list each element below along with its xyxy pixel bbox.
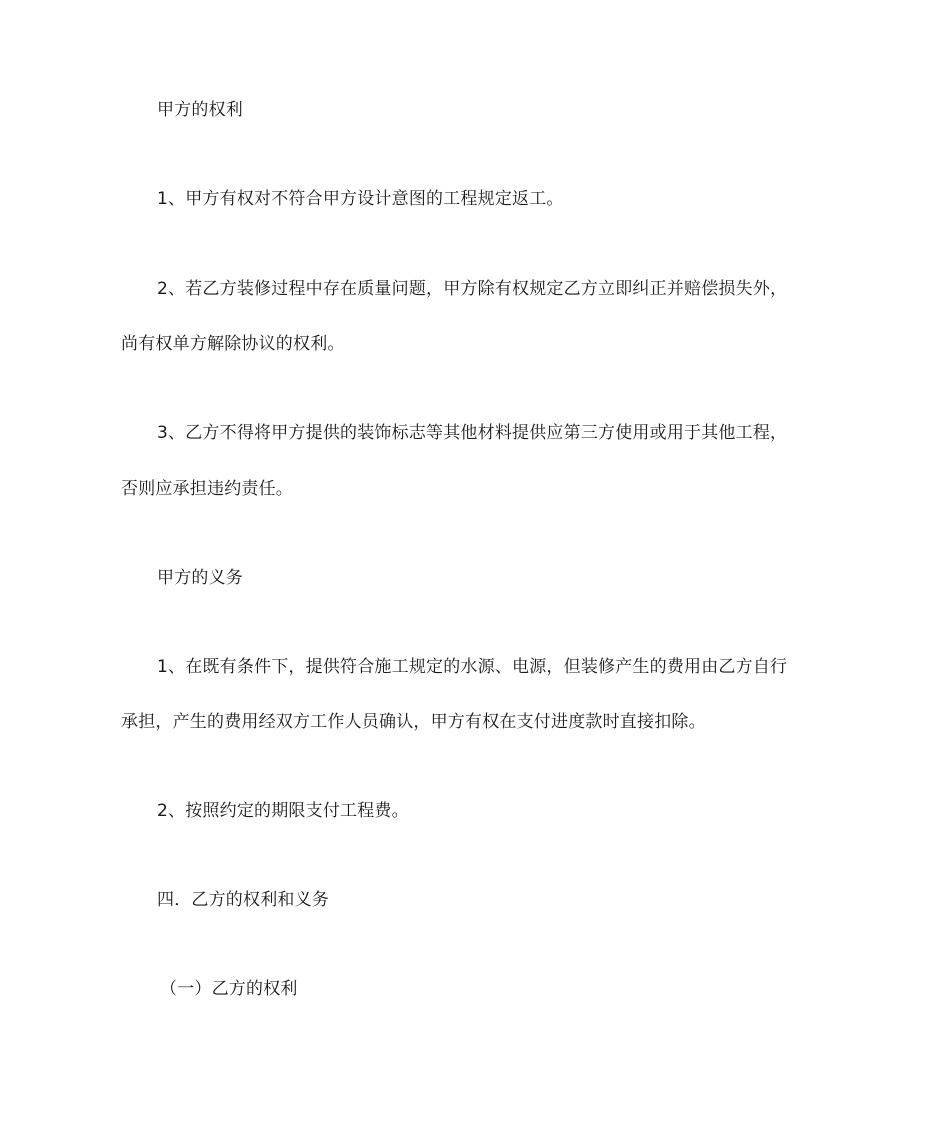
party-a-right-1: 1、甲方有权对不符合甲方设计意图的工程规定返工。: [157, 189, 564, 209]
party-a-right-2-line-2: 尚有权单方解除协议的权利。: [121, 334, 345, 354]
section-heading-party-a-rights: 甲方的权利: [157, 100, 243, 120]
party-a-obligation-1-line-2: 承担，产生的费用经双方工作人员确认，甲方有权在支付进度款时直接扣除。: [121, 712, 706, 732]
party-a-right-2-line-1: 2、若乙方装修过程中存在质量问题，甲方除有权规定乙方立即纠正并赔偿损失外，: [157, 279, 788, 299]
section-heading-party-a-obligations: 甲方的义务: [157, 568, 243, 588]
party-a-right-3-line-2: 否则应承担违约责任。: [121, 479, 293, 499]
party-a-right-3-line-1: 3、乙方不得将甲方提供的装饰标志等其他材料提供应第三方使用或用于其他工程，: [157, 423, 788, 443]
party-a-obligation-2: 2、按照约定的期限支付工程费。: [157, 801, 409, 821]
party-a-obligation-1-line-1: 1、在既有条件下，提供符合施工规定的水源、电源，但装修产生的费用由乙方自行: [157, 657, 788, 677]
subsection-heading-party-b-rights: （一）乙方的权利: [160, 979, 298, 999]
section-heading-party-b-rights-obligations: 四．乙方的权利和义务: [157, 890, 329, 910]
